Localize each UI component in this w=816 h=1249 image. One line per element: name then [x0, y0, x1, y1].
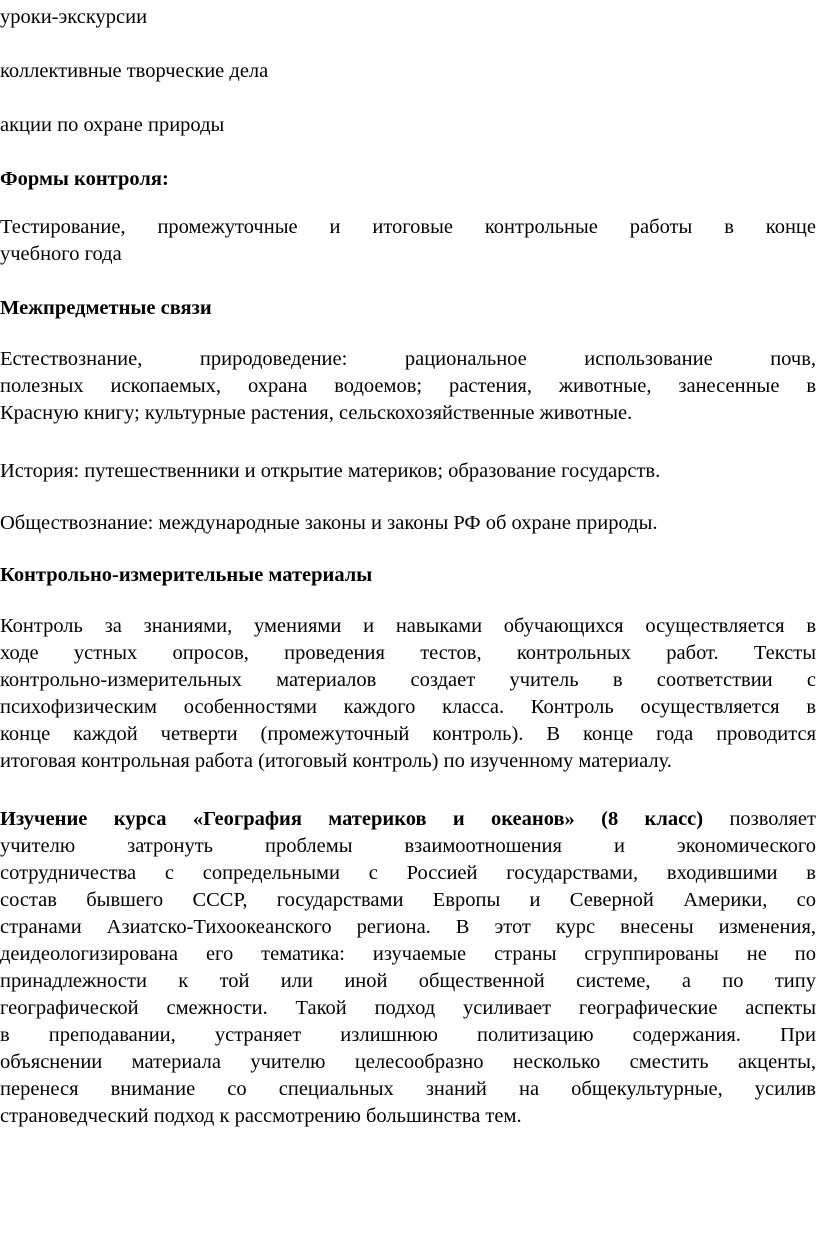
paragraph-line: итоговая контрольная работа (итоговый контроль) по изученному материалу. [0, 750, 672, 772]
paragraph-line: ходе устных опросов, проведения тестов, контрольных работ. Тексты [0, 642, 816, 664]
paragraph-line: учителю затронуть проблемы взаимоотношения и экономического [0, 835, 816, 857]
paragraph-first-line [0, 806, 816, 833]
paragraph-line: учебного года [0, 243, 122, 265]
paragraph-line: контрольно-измерительных материалов создает учитель в соответствии с [0, 669, 816, 691]
paragraph-measurement-materials [0, 613, 816, 775]
paragraph-line: странами Азиатско-Тихоокеанского региона. В этот курс внесены изменения, [0, 916, 816, 938]
paragraph-line: географической смежности. Такой подход усиливает географические аспекты [0, 997, 816, 1019]
paragraph-line: Красную книгу; культурные растения, сельскохозяйственные животные. [0, 402, 633, 424]
paragraph-line: перенеся внимание со специальных знаний на общекультурные, усилив [0, 1078, 816, 1100]
heading-measurement-materials: Контрольно-измерительные материалы [0, 564, 373, 586]
paragraph-line: в преподавании, устраняет излишнюю политизацию содержания. При [0, 1024, 816, 1046]
list-item-nature-protection: акции по охране природы [0, 114, 225, 136]
paragraph-line: объяснении материала учителю целесообразно несколько сместить акценты, [0, 1051, 816, 1073]
paragraph-line: сотрудничества с сопредельными с Россией государствами, входившими в [0, 862, 816, 884]
paragraph-course [0, 806, 816, 1130]
paragraph-line: состав бывшего СССР, государствами Европы и Северной Америки, со [0, 889, 816, 911]
heading-interdisciplinary: Межпредметные связи [0, 297, 212, 319]
paragraph-line: Естествознание, природоведение: рациональное использование почв, [0, 348, 816, 370]
course-lead-rest: позволяет [703, 808, 816, 830]
list-item-creative-works: коллективные творческие дела [0, 60, 269, 82]
paragraph-line: страноведческий подход к рассмотрению большинства тем. [0, 1105, 522, 1127]
paragraph-line: психофизическим особенностями каждого класса. Контроль осуществляется в [0, 696, 816, 718]
paragraph-line: полезных ископаемых, охрана водоемов; растения, животные, занесенные в [0, 375, 816, 397]
paragraph-history: История: путешественники и открытие материков; образование государств. [0, 460, 661, 482]
course-title-bold: Изучение курса «География материков и океанов» (8 класс) [0, 808, 704, 830]
paragraph-natural-science [0, 346, 816, 427]
paragraph-line: конце каждой четверти (промежуточный контроль). В конце года проводится [0, 723, 816, 745]
paragraph-line: Контроль за знаниями, умениями и навыками обучающихся осуществляется в [0, 615, 816, 637]
paragraph-social-science: Обществознание: международные законы и законы РФ об охране природы. [0, 512, 658, 534]
paragraph-line: принадлежности к той или иной общественной системе, а по типу [0, 970, 816, 992]
paragraph-line: деидеологизирована его тематика: изучаемые страны сгруппированы не по [0, 943, 816, 965]
list-item-excursions: уроки-экскурсии [0, 6, 148, 28]
paragraph-control-forms [0, 214, 816, 268]
heading-control-forms: Формы контроля: [0, 168, 169, 190]
paragraph-line: Тестирование, промежуточные и итоговые контрольные работы в конце [0, 216, 816, 238]
